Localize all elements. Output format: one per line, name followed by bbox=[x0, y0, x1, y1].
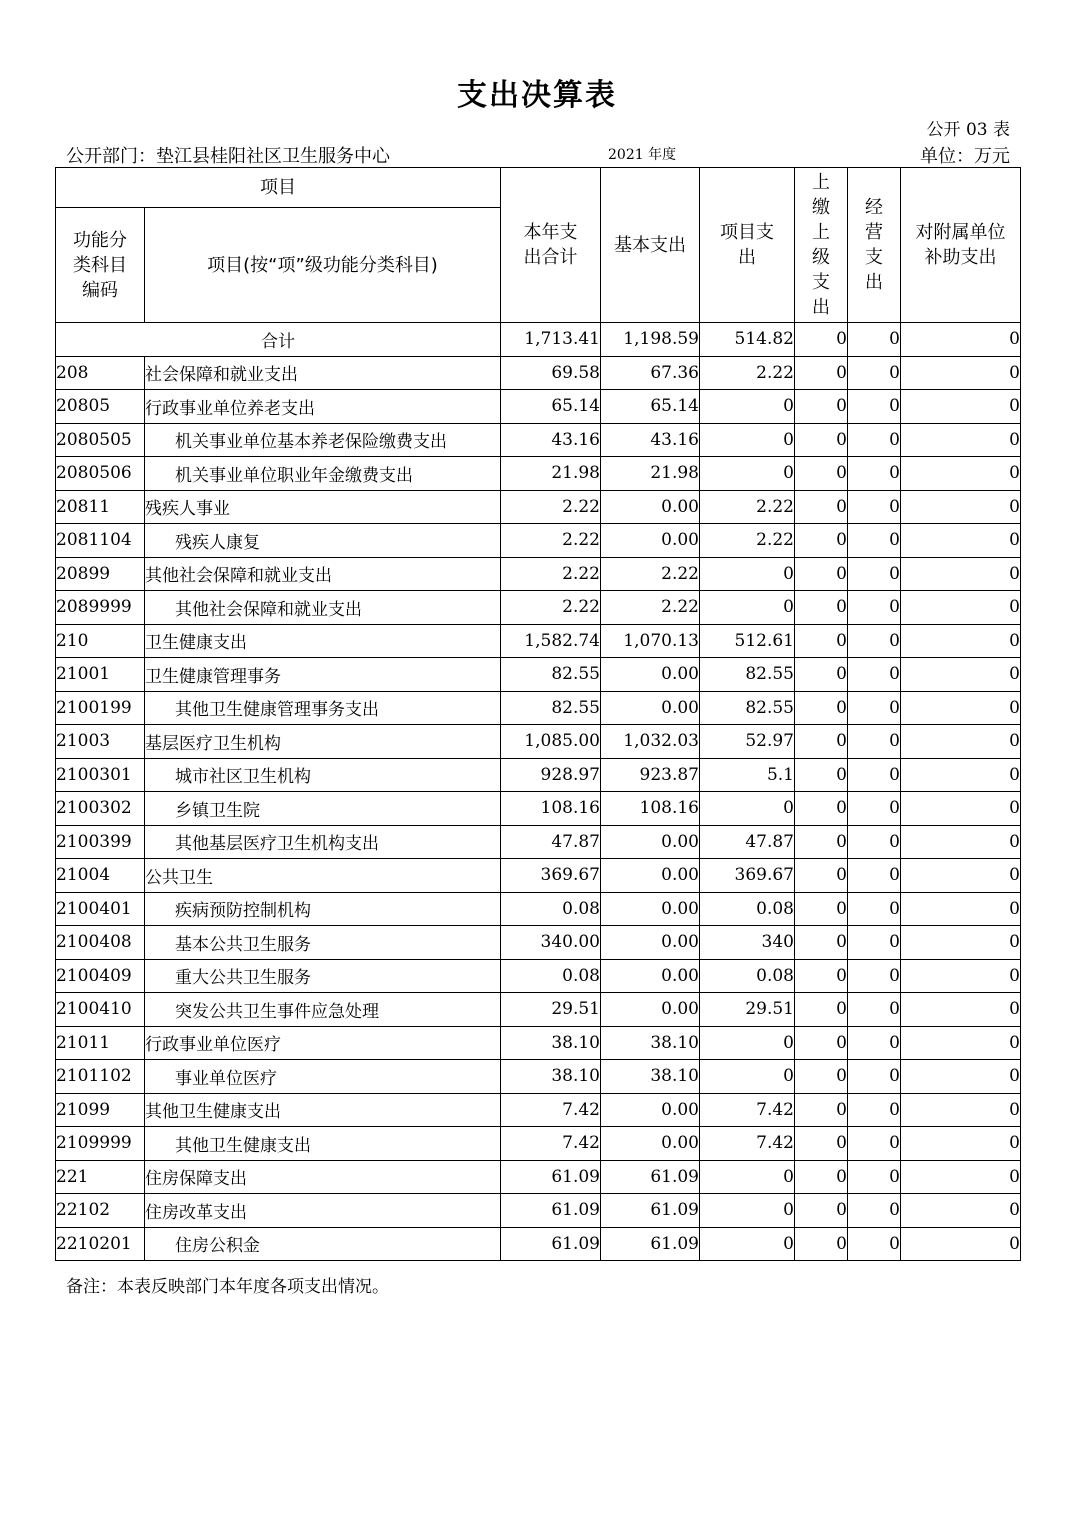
cell-total: 0.08 bbox=[501, 959, 601, 993]
cell-upper: 0 bbox=[795, 557, 848, 591]
cell-project: 0 bbox=[700, 591, 795, 625]
header-subsidy-text: 对附属单位补助支出 bbox=[915, 222, 1006, 268]
cell-name: 疾病预防控制机构 bbox=[145, 892, 501, 926]
cell-code: 22102 bbox=[56, 1194, 145, 1228]
cell-project: 2.22 bbox=[700, 356, 795, 390]
table-body bbox=[56, 323, 1021, 1261]
table-row bbox=[56, 892, 1021, 926]
cell-basic: 108.16 bbox=[601, 792, 700, 826]
cell-basic: 0.00 bbox=[601, 1093, 700, 1127]
cell-project: 47.87 bbox=[700, 825, 795, 859]
cell-code: 21011 bbox=[56, 1026, 145, 1060]
table-row bbox=[56, 993, 1021, 1027]
table-row bbox=[56, 959, 1021, 993]
cell-project: 340 bbox=[700, 926, 795, 960]
cell-project: 7.42 bbox=[700, 1093, 795, 1127]
table-row bbox=[56, 691, 1021, 725]
cell-project: 369.67 bbox=[700, 859, 795, 893]
header-basic: 基本支出 bbox=[601, 168, 700, 323]
cell-name: 其他社会保障和就业支出 bbox=[145, 557, 501, 591]
cell-code: 210 bbox=[56, 624, 145, 658]
cell-total: 2.22 bbox=[501, 490, 601, 524]
cell-project: 2.22 bbox=[700, 524, 795, 558]
cell-code: 2100302 bbox=[56, 792, 145, 826]
cell-upper: 0 bbox=[795, 423, 848, 457]
cell-business: 0 bbox=[848, 524, 901, 558]
cell-project: 0 bbox=[700, 1160, 795, 1194]
cell-total: 369.67 bbox=[501, 859, 601, 893]
table-row bbox=[56, 1127, 1021, 1161]
cell-name: 住房保障支出 bbox=[145, 1160, 501, 1194]
header-name: 项目(按“项”级功能分类科目) bbox=[145, 208, 501, 323]
header-project-text: 项目支出 bbox=[720, 222, 774, 268]
header-upper bbox=[795, 168, 848, 323]
cell-name: 乡镇卫生院 bbox=[145, 792, 501, 826]
table-row bbox=[56, 859, 1021, 893]
cell-upper: 0 bbox=[795, 825, 848, 859]
cell-business: 0 bbox=[848, 859, 901, 893]
cell-upper: 0 bbox=[795, 356, 848, 390]
header-total bbox=[501, 168, 601, 323]
cell-code: 2100199 bbox=[56, 691, 145, 725]
cell-basic: 0.00 bbox=[601, 959, 700, 993]
cell-upper: 0 bbox=[795, 1227, 848, 1261]
cell-name: 机关事业单位职业年金缴费支出 bbox=[145, 457, 501, 491]
cell-subsidy: 0 bbox=[901, 1227, 1021, 1261]
table-row bbox=[56, 658, 1021, 692]
cell-name: 社会保障和就业支出 bbox=[145, 356, 501, 390]
table-row bbox=[56, 758, 1021, 792]
cell-upper: 0 bbox=[795, 390, 848, 424]
cell-total: 108.16 bbox=[501, 792, 601, 826]
cell-total: 2.22 bbox=[501, 557, 601, 591]
header-total-text: 本年支出合计 bbox=[523, 222, 578, 268]
table-row bbox=[56, 1160, 1021, 1194]
cell-subsidy: 0 bbox=[901, 390, 1021, 424]
cell-total: 340.00 bbox=[501, 926, 601, 960]
cell-name: 其他社会保障和就业支出 bbox=[145, 591, 501, 625]
header-code-text: 功能分类科目编码 bbox=[73, 229, 127, 301]
cell-total: 0.08 bbox=[501, 892, 601, 926]
cell-upper: 0 bbox=[795, 993, 848, 1027]
table-row bbox=[56, 1093, 1021, 1127]
cell-basic: 61.09 bbox=[601, 1227, 700, 1261]
cell-code: 2100301 bbox=[56, 758, 145, 792]
cell-code: 21001 bbox=[56, 658, 145, 692]
cell-name: 残疾人事业 bbox=[145, 490, 501, 524]
table-row bbox=[56, 792, 1021, 826]
cell-subsidy: 0 bbox=[901, 926, 1021, 960]
total-subsidy: 0 bbox=[901, 323, 1021, 357]
cell-subsidy: 0 bbox=[901, 1160, 1021, 1194]
cell-project: 512.61 bbox=[700, 624, 795, 658]
cell-name: 城市社区卫生机构 bbox=[145, 758, 501, 792]
cell-total: 928.97 bbox=[501, 758, 601, 792]
cell-total: 29.51 bbox=[501, 993, 601, 1027]
cell-upper: 0 bbox=[795, 926, 848, 960]
cell-basic: 0.00 bbox=[601, 993, 700, 1027]
cell-total: 38.10 bbox=[501, 1026, 601, 1060]
cell-business: 0 bbox=[848, 390, 901, 424]
cell-basic: 0.00 bbox=[601, 1127, 700, 1161]
table-row bbox=[56, 390, 1021, 424]
header-subsidy bbox=[901, 168, 1021, 323]
cell-business: 0 bbox=[848, 658, 901, 692]
cell-business: 0 bbox=[848, 1227, 901, 1261]
cell-name: 行政事业单位医疗 bbox=[145, 1026, 501, 1060]
cell-upper: 0 bbox=[795, 591, 848, 625]
cell-basic: 38.10 bbox=[601, 1026, 700, 1060]
cell-total: 82.55 bbox=[501, 691, 601, 725]
cell-subsidy: 0 bbox=[901, 624, 1021, 658]
cell-basic: 1,070.13 bbox=[601, 624, 700, 658]
cell-subsidy: 0 bbox=[901, 758, 1021, 792]
table-row bbox=[56, 624, 1021, 658]
cell-business: 0 bbox=[848, 1093, 901, 1127]
cell-business: 0 bbox=[848, 1026, 901, 1060]
cell-name: 机关事业单位基本养老保险缴费支出 bbox=[145, 423, 501, 457]
cell-total: 2.22 bbox=[501, 591, 601, 625]
cell-subsidy: 0 bbox=[901, 691, 1021, 725]
fiscal-year: 2021 年度 bbox=[608, 147, 677, 163]
cell-subsidy: 0 bbox=[901, 993, 1021, 1027]
header-project bbox=[700, 168, 795, 323]
table-row bbox=[56, 1026, 1021, 1060]
cell-project: 0 bbox=[700, 1227, 795, 1261]
cell-total: 2.22 bbox=[501, 524, 601, 558]
cell-subsidy: 0 bbox=[901, 1060, 1021, 1094]
cell-subsidy: 0 bbox=[901, 859, 1021, 893]
cell-total: 1,085.00 bbox=[501, 725, 601, 759]
cell-name: 其他卫生健康支出 bbox=[145, 1093, 501, 1127]
cell-code: 21099 bbox=[56, 1093, 145, 1127]
cell-basic: 923.87 bbox=[601, 758, 700, 792]
cell-total: 61.09 bbox=[501, 1227, 601, 1261]
cell-basic: 0.00 bbox=[601, 490, 700, 524]
total-row bbox=[56, 323, 1021, 357]
page-title: 支出决算表 bbox=[457, 78, 617, 113]
cell-name: 其他卫生健康管理事务支出 bbox=[145, 691, 501, 725]
table-row bbox=[56, 356, 1021, 390]
cell-business: 0 bbox=[848, 993, 901, 1027]
cell-total: 43.16 bbox=[501, 423, 601, 457]
cell-name: 残疾人康复 bbox=[145, 524, 501, 558]
cell-code: 2109999 bbox=[56, 1127, 145, 1161]
cell-basic: 65.14 bbox=[601, 390, 700, 424]
cell-business: 0 bbox=[848, 825, 901, 859]
expenditure-table bbox=[55, 167, 1021, 1261]
cell-name: 事业单位医疗 bbox=[145, 1060, 501, 1094]
cell-subsidy: 0 bbox=[901, 490, 1021, 524]
cell-business: 0 bbox=[848, 792, 901, 826]
cell-project: 52.97 bbox=[700, 725, 795, 759]
cell-business: 0 bbox=[848, 758, 901, 792]
cell-upper: 0 bbox=[795, 1127, 848, 1161]
cell-project: 0 bbox=[700, 557, 795, 591]
cell-total: 21.98 bbox=[501, 457, 601, 491]
cell-business: 0 bbox=[848, 457, 901, 491]
cell-project: 29.51 bbox=[700, 993, 795, 1027]
cell-total: 61.09 bbox=[501, 1160, 601, 1194]
cell-basic: 0.00 bbox=[601, 691, 700, 725]
cell-business: 0 bbox=[848, 591, 901, 625]
cell-business: 0 bbox=[848, 1160, 901, 1194]
cell-basic: 43.16 bbox=[601, 423, 700, 457]
cell-project: 0 bbox=[700, 457, 795, 491]
cell-code: 20805 bbox=[56, 390, 145, 424]
cell-basic: 61.09 bbox=[601, 1194, 700, 1228]
cell-business: 0 bbox=[848, 624, 901, 658]
cell-name: 其他卫生健康支出 bbox=[145, 1127, 501, 1161]
cell-project: 0 bbox=[700, 1026, 795, 1060]
cell-business: 0 bbox=[848, 490, 901, 524]
department-label: 公开部门：垫江县桂阳社区卫生服务中心 bbox=[66, 146, 390, 167]
cell-business: 0 bbox=[848, 691, 901, 725]
table-row bbox=[56, 825, 1021, 859]
cell-subsidy: 0 bbox=[901, 1026, 1021, 1060]
cell-total: 47.87 bbox=[501, 825, 601, 859]
cell-business: 0 bbox=[848, 926, 901, 960]
cell-code: 2210201 bbox=[56, 1227, 145, 1261]
cell-basic: 0.00 bbox=[601, 658, 700, 692]
cell-total: 1,582.74 bbox=[501, 624, 601, 658]
cell-upper: 0 bbox=[795, 859, 848, 893]
cell-business: 0 bbox=[848, 423, 901, 457]
cell-subsidy: 0 bbox=[901, 1194, 1021, 1228]
cell-upper: 0 bbox=[795, 792, 848, 826]
cell-name: 基本公共卫生服务 bbox=[145, 926, 501, 960]
table-row bbox=[56, 423, 1021, 457]
cell-business: 0 bbox=[848, 356, 901, 390]
cell-subsidy: 0 bbox=[901, 356, 1021, 390]
cell-total: 82.55 bbox=[501, 658, 601, 692]
cell-upper: 0 bbox=[795, 1093, 848, 1127]
cell-code: 20899 bbox=[56, 557, 145, 591]
cell-name: 卫生健康支出 bbox=[145, 624, 501, 658]
cell-upper: 0 bbox=[795, 959, 848, 993]
cell-name: 重大公共卫生服务 bbox=[145, 959, 501, 993]
cell-business: 0 bbox=[848, 557, 901, 591]
cell-basic: 21.98 bbox=[601, 457, 700, 491]
cell-code: 21004 bbox=[56, 859, 145, 893]
table-row bbox=[56, 1227, 1021, 1261]
cell-code: 2081104 bbox=[56, 524, 145, 558]
cell-project: 2.22 bbox=[700, 490, 795, 524]
cell-basic: 2.22 bbox=[601, 557, 700, 591]
table-row bbox=[56, 490, 1021, 524]
cell-project: 0 bbox=[700, 792, 795, 826]
cell-code: 20811 bbox=[56, 490, 145, 524]
cell-total: 7.42 bbox=[501, 1127, 601, 1161]
table-header bbox=[56, 168, 1021, 323]
cell-name: 行政事业单位养老支出 bbox=[145, 390, 501, 424]
cell-subsidy: 0 bbox=[901, 1127, 1021, 1161]
header-business bbox=[848, 168, 901, 323]
cell-basic: 0.00 bbox=[601, 524, 700, 558]
cell-name: 住房公积金 bbox=[145, 1227, 501, 1261]
cell-total: 69.58 bbox=[501, 356, 601, 390]
cell-project: 0.08 bbox=[700, 892, 795, 926]
cell-basic: 0.00 bbox=[601, 892, 700, 926]
cell-project: 0 bbox=[700, 1194, 795, 1228]
cell-upper: 0 bbox=[795, 892, 848, 926]
cell-subsidy: 0 bbox=[901, 658, 1021, 692]
cell-code: 2100401 bbox=[56, 892, 145, 926]
table-row bbox=[56, 725, 1021, 759]
table-row bbox=[56, 557, 1021, 591]
header-upper-text: 上缴上级支出 bbox=[812, 172, 830, 318]
cell-project: 82.55 bbox=[700, 691, 795, 725]
cell-subsidy: 0 bbox=[901, 457, 1021, 491]
cell-code: 2080506 bbox=[56, 457, 145, 491]
cell-code: 221 bbox=[56, 1160, 145, 1194]
cell-subsidy: 0 bbox=[901, 423, 1021, 457]
cell-total: 38.10 bbox=[501, 1060, 601, 1094]
header-business-text: 经营支出 bbox=[865, 197, 883, 293]
cell-code: 2100399 bbox=[56, 825, 145, 859]
cell-basic: 67.36 bbox=[601, 356, 700, 390]
cell-subsidy: 0 bbox=[901, 892, 1021, 926]
table-row bbox=[56, 1194, 1021, 1228]
footnote: 备注：本表反映部门本年度各项支出情况。 bbox=[66, 1277, 389, 1297]
cell-project: 0 bbox=[700, 390, 795, 424]
cell-project: 0 bbox=[700, 1060, 795, 1094]
cell-total: 7.42 bbox=[501, 1093, 601, 1127]
cell-upper: 0 bbox=[795, 691, 848, 725]
cell-upper: 0 bbox=[795, 490, 848, 524]
cell-project: 7.42 bbox=[700, 1127, 795, 1161]
unit-label: 单位：万元 bbox=[920, 146, 1010, 167]
cell-basic: 38.10 bbox=[601, 1060, 700, 1094]
cell-name: 其他基层医疗卫生机构支出 bbox=[145, 825, 501, 859]
cell-project: 82.55 bbox=[700, 658, 795, 692]
cell-subsidy: 0 bbox=[901, 591, 1021, 625]
total-project: 514.82 bbox=[700, 323, 795, 357]
cell-basic: 0.00 bbox=[601, 825, 700, 859]
cell-subsidy: 0 bbox=[901, 524, 1021, 558]
cell-code: 2100409 bbox=[56, 959, 145, 993]
table-row bbox=[56, 524, 1021, 558]
cell-project: 0.08 bbox=[700, 959, 795, 993]
total-total: 1,713.41 bbox=[501, 323, 601, 357]
cell-project: 5.1 bbox=[700, 758, 795, 792]
cell-code: 21003 bbox=[56, 725, 145, 759]
cell-name: 卫生健康管理事务 bbox=[145, 658, 501, 692]
cell-basic: 61.09 bbox=[601, 1160, 700, 1194]
total-basic: 1,198.59 bbox=[601, 323, 700, 357]
cell-basic: 1,032.03 bbox=[601, 725, 700, 759]
cell-business: 0 bbox=[848, 1194, 901, 1228]
cell-code: 2100408 bbox=[56, 926, 145, 960]
cell-subsidy: 0 bbox=[901, 959, 1021, 993]
cell-project: 0 bbox=[700, 423, 795, 457]
cell-upper: 0 bbox=[795, 1160, 848, 1194]
cell-business: 0 bbox=[848, 1060, 901, 1094]
table-row bbox=[56, 926, 1021, 960]
cell-basic: 0.00 bbox=[601, 926, 700, 960]
cell-basic: 2.22 bbox=[601, 591, 700, 625]
cell-subsidy: 0 bbox=[901, 825, 1021, 859]
cell-code: 208 bbox=[56, 356, 145, 390]
cell-code: 2089999 bbox=[56, 591, 145, 625]
cell-name: 住房改革支出 bbox=[145, 1194, 501, 1228]
total-upper: 0 bbox=[795, 323, 848, 357]
cell-subsidy: 0 bbox=[901, 557, 1021, 591]
cell-business: 0 bbox=[848, 892, 901, 926]
cell-upper: 0 bbox=[795, 457, 848, 491]
cell-basic: 0.00 bbox=[601, 859, 700, 893]
cell-name: 基层医疗卫生机构 bbox=[145, 725, 501, 759]
form-number: 公开 03 表 bbox=[926, 120, 1010, 140]
cell-subsidy: 0 bbox=[901, 792, 1021, 826]
cell-code: 2080505 bbox=[56, 423, 145, 457]
total-business: 0 bbox=[848, 323, 901, 357]
cell-business: 0 bbox=[848, 959, 901, 993]
header-code bbox=[56, 208, 145, 323]
cell-business: 0 bbox=[848, 725, 901, 759]
cell-upper: 0 bbox=[795, 524, 848, 558]
cell-upper: 0 bbox=[795, 758, 848, 792]
cell-upper: 0 bbox=[795, 1026, 848, 1060]
cell-upper: 0 bbox=[795, 658, 848, 692]
cell-upper: 0 bbox=[795, 725, 848, 759]
table-row bbox=[56, 457, 1021, 491]
cell-subsidy: 0 bbox=[901, 725, 1021, 759]
table-row bbox=[56, 591, 1021, 625]
cell-code: 2101102 bbox=[56, 1060, 145, 1094]
header-item-group: 项目 bbox=[56, 168, 501, 208]
cell-upper: 0 bbox=[795, 1060, 848, 1094]
total-label: 合计 bbox=[56, 323, 501, 357]
table-row bbox=[56, 1060, 1021, 1094]
cell-name: 突发公共卫生事件应急处理 bbox=[145, 993, 501, 1027]
cell-name: 公共卫生 bbox=[145, 859, 501, 893]
cell-total: 65.14 bbox=[501, 390, 601, 424]
cell-total: 61.09 bbox=[501, 1194, 601, 1228]
cell-business: 0 bbox=[848, 1127, 901, 1161]
cell-upper: 0 bbox=[795, 1194, 848, 1228]
cell-upper: 0 bbox=[795, 624, 848, 658]
cell-subsidy: 0 bbox=[901, 1093, 1021, 1127]
cell-code: 2100410 bbox=[56, 993, 145, 1027]
